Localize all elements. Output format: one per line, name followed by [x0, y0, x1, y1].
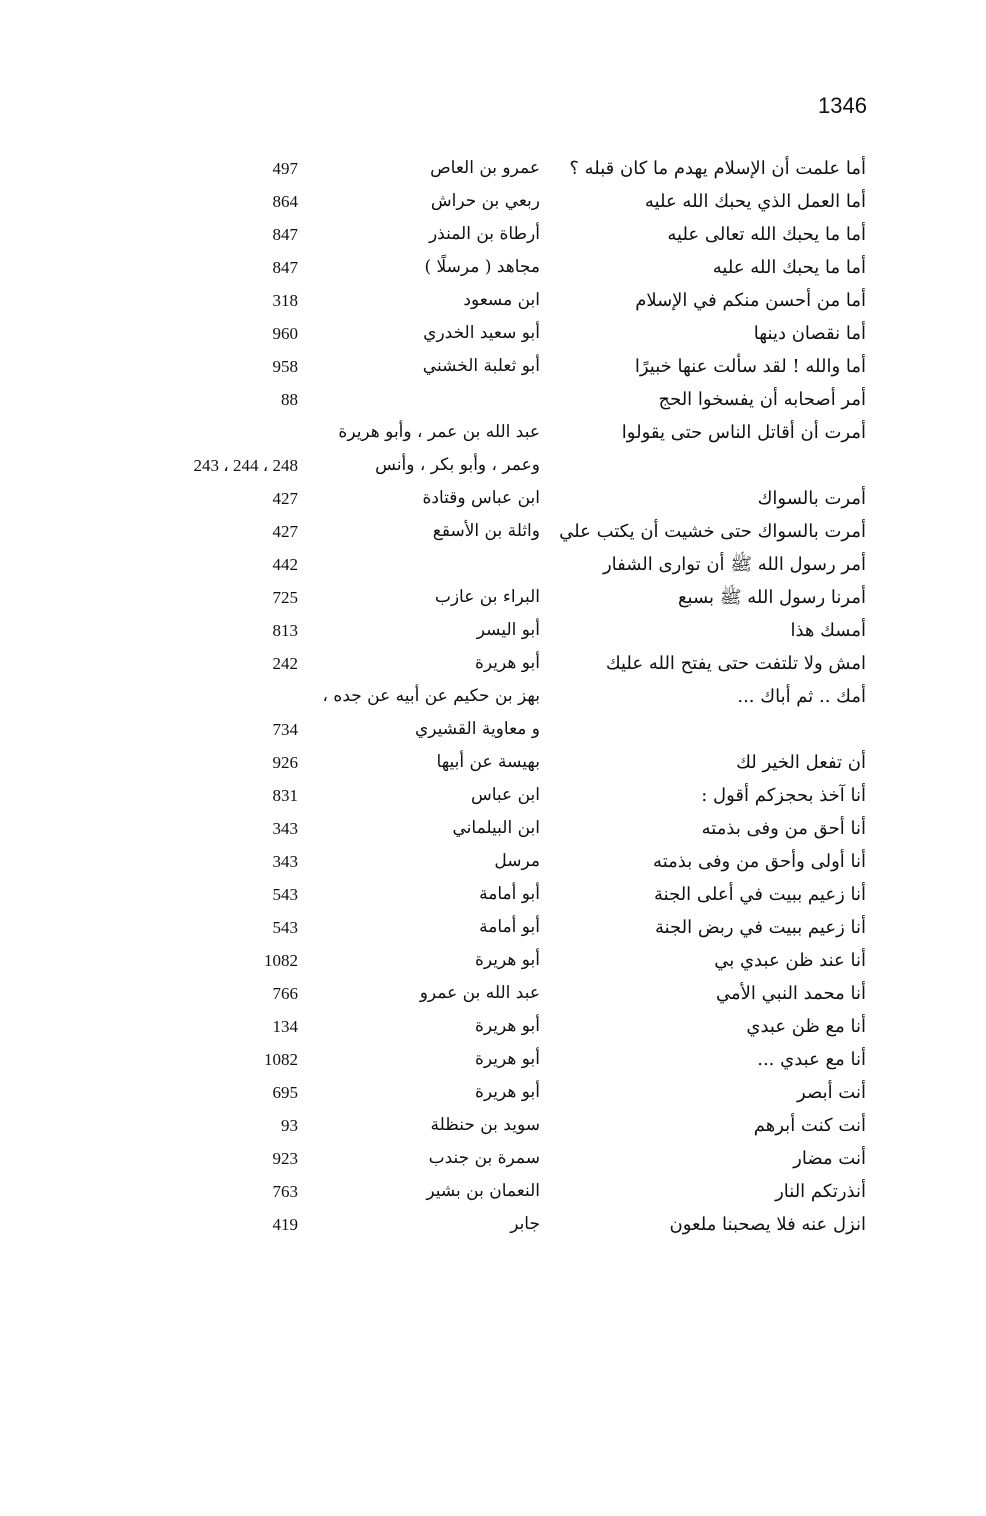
narrator-name: ابن عباس [470, 785, 540, 805]
page-reference: 734 [272, 720, 298, 739]
narrator-name: أرطاة بن المنذر [428, 224, 540, 244]
narrator-name: مجاهد ( مرسلًا ) [424, 257, 540, 277]
index-entry [0, 713, 986, 746]
narrator-name: سويد بن حنظلة [430, 1115, 540, 1135]
index-entry [0, 416, 986, 449]
hadith-phrase [540, 449, 866, 482]
hadith-phrase: أمسك هذا [790, 620, 866, 641]
hadith-phrase: أما من أحسن منكم في الإسلام [635, 290, 866, 311]
hadith-phrase: امش ولا تلتفت حتى يفتح الله عليك [605, 653, 866, 674]
narrator-name: و معاوية القشيري [414, 719, 540, 739]
page-reference: 831 [272, 786, 298, 805]
index-entry [0, 284, 986, 317]
narrator-name: واثلة بن الأسقع [432, 521, 540, 541]
index-entry [0, 1010, 986, 1043]
hadith-phrase: أنا زعيم ببيت في ربض الجنة [654, 917, 866, 938]
index-entry [0, 878, 986, 911]
narrator-name: أبو هريرة [474, 1082, 540, 1102]
hadith-phrase: أما والله ! لقد سألت عنها خبيرًا [634, 356, 866, 377]
index-entry [0, 680, 986, 713]
index-entry [0, 977, 986, 1010]
index-entry [0, 152, 986, 185]
page-reference: 864 [272, 192, 298, 211]
page-reference: 243 ، 244 ، 248 [193, 456, 298, 475]
page-number: 1346 [818, 93, 867, 118]
page-reference: 847 [272, 225, 298, 244]
narrator-name: وعمر ، وأبو بكر ، وأنس [375, 455, 540, 475]
narrator-name: النعمان بن بشير [426, 1181, 540, 1201]
page-reference: 543 [272, 918, 298, 937]
hadith-phrase: أنا أولى وأحق من وفى بذمته [653, 851, 866, 872]
page-reference: 960 [272, 324, 298, 343]
page-reference: 242 [272, 654, 298, 673]
index-entry [0, 779, 986, 812]
hadith-phrase: أما نقصان دينها [753, 323, 866, 344]
page-reference: 343 [272, 852, 298, 871]
hadith-phrase: أمرت بالسواك حتى خشيت أن يكتب علي [559, 521, 866, 542]
hadith-phrase: أما ما يحبك الله تعالى عليه [667, 224, 866, 245]
narrator-name: أبو ثعلبة الخشني [422, 356, 540, 376]
page-reference: 958 [272, 357, 298, 376]
index-entry [0, 746, 986, 779]
narrator-name [300, 383, 540, 416]
index-entry [0, 1175, 986, 1208]
index-entry [0, 548, 986, 581]
page-reference: 923 [272, 1149, 298, 1168]
page-reference: 419 [272, 1215, 298, 1234]
index-entry [0, 1109, 986, 1142]
hadith-phrase: أمر رسول الله ﷺ أن توارى الشفار [602, 554, 866, 575]
narrator-name: البراء بن عازب [434, 587, 540, 607]
narrator-name [300, 548, 540, 581]
narrator-name: أبو اليسر [476, 620, 540, 640]
index-entry [0, 1043, 986, 1076]
page-reference: 497 [272, 159, 298, 178]
page-reference: 1082 [264, 951, 298, 970]
index-entry [0, 449, 986, 482]
hadith-phrase: أنت أبصر [797, 1082, 866, 1103]
hadith-phrase: أنا آخذ بحجزكم أقول : [701, 785, 866, 806]
narrator-name: أبو سعيد الخدري [423, 323, 540, 343]
hadith-phrase: أنا محمد النبي الأمي [715, 983, 866, 1004]
page-reference [140, 680, 298, 713]
index-entry [0, 581, 986, 614]
page-reference: 134 [272, 1017, 298, 1036]
index-entry [0, 1208, 986, 1241]
narrator-name: سمرة بن جندب [428, 1148, 540, 1168]
page-reference: 427 [272, 522, 298, 541]
index-entry [0, 1142, 986, 1175]
index-entry [0, 185, 986, 218]
index-entry [0, 251, 986, 284]
hadith-phrase: أمك .. ثم أباك ... [737, 686, 866, 707]
index-entry [0, 1076, 986, 1109]
hadith-phrase: أمرنا رسول الله ﷺ بسبع [677, 587, 866, 608]
page-reference: 93 [281, 1116, 298, 1135]
index-entry [0, 812, 986, 845]
page-reference: 1082 [264, 1050, 298, 1069]
hadith-phrase: أنا أحق من وفى بذمته [701, 818, 866, 839]
hadith-phrase: أنا زعيم ببيت في أعلى الجنة [654, 884, 866, 905]
narrator-name: ابن البيلماني [452, 818, 540, 838]
page-reference [140, 416, 298, 449]
hadith-phrase: أنت كنت أبرهم [753, 1115, 866, 1136]
page-reference: 813 [272, 621, 298, 640]
page-reference: 725 [272, 588, 298, 607]
hadith-phrase: أنذرتكم النار [775, 1181, 866, 1202]
narrator-name: أبو هريرة [474, 1049, 540, 1069]
narrator-name: أبو أمامة [479, 917, 540, 937]
page-reference: 442 [272, 555, 298, 574]
page-reference: 695 [272, 1083, 298, 1102]
narrator-name: أبو هريرة [474, 653, 540, 673]
index-entry [0, 614, 986, 647]
narrator-name: أبو أمامة [479, 884, 540, 904]
hadith-phrase: أنت مضار [793, 1148, 866, 1169]
narrator-name: عمرو بن العاص [430, 158, 540, 178]
index-entry [0, 317, 986, 350]
narrator-name: عبد الله بن عمرو [419, 983, 540, 1003]
page-reference: 543 [272, 885, 298, 904]
hadith-phrase: أما العمل الذي يحبك الله عليه [644, 191, 866, 212]
hadith-phrase: أمرت بالسواك [757, 488, 866, 509]
page-reference: 766 [272, 984, 298, 1003]
index-entry [0, 944, 986, 977]
narrator-name: ابن مسعود [463, 290, 540, 310]
index-entry [0, 383, 986, 416]
index-entry [0, 482, 986, 515]
hadith-index-list [0, 152, 986, 1241]
narrator-name: جابر [510, 1214, 540, 1234]
index-entry [0, 218, 986, 251]
narrator-name: أبو هريرة [474, 950, 540, 970]
page-reference: 427 [272, 489, 298, 508]
hadith-phrase: أنا عند ظن عبدي بي [714, 950, 866, 971]
hadith-phrase [540, 713, 866, 746]
page-reference: 343 [272, 819, 298, 838]
index-entry [0, 647, 986, 680]
index-entry [0, 845, 986, 878]
hadith-phrase: أمرت أن أقاتل الناس حتى يقولوا [621, 422, 866, 443]
hadith-phrase: انزل عنه فلا يصحبنا ملعون [669, 1214, 866, 1235]
index-entry [0, 350, 986, 383]
page-reference: 88 [281, 390, 298, 409]
hadith-phrase: أما علمت أن الإسلام يهدم ما كان قبله ؟ [569, 158, 866, 179]
page-reference: 318 [272, 291, 298, 310]
narrator-name: مرسل [494, 851, 540, 871]
page-reference: 763 [272, 1182, 298, 1201]
index-entry [0, 515, 986, 548]
narrator-name: أبو هريرة [474, 1016, 540, 1036]
page-reference: 847 [272, 258, 298, 277]
narrator-name: ربعي بن حراش [430, 191, 540, 211]
narrator-name: بهيسة عن أبيها [436, 752, 540, 772]
hadith-phrase: أن تفعل الخير لك [736, 752, 866, 773]
narrator-name: عبد الله بن عمر ، وأبو هريرة [338, 422, 540, 442]
narrator-name: ابن عباس وقتادة [422, 488, 540, 508]
hadith-phrase: أمر أصحابه أن يفسخوا الحج [658, 389, 866, 410]
index-entry [0, 911, 986, 944]
hadith-phrase: أنا مع عبدي ... [757, 1049, 866, 1070]
hadith-phrase: أنا مع ظن عبدي [746, 1016, 866, 1037]
page-reference: 926 [272, 753, 298, 772]
hadith-phrase: أما ما يحبك الله عليه [712, 257, 866, 278]
narrator-name: بهز بن حكيم عن أبيه عن جده ، [322, 686, 540, 706]
